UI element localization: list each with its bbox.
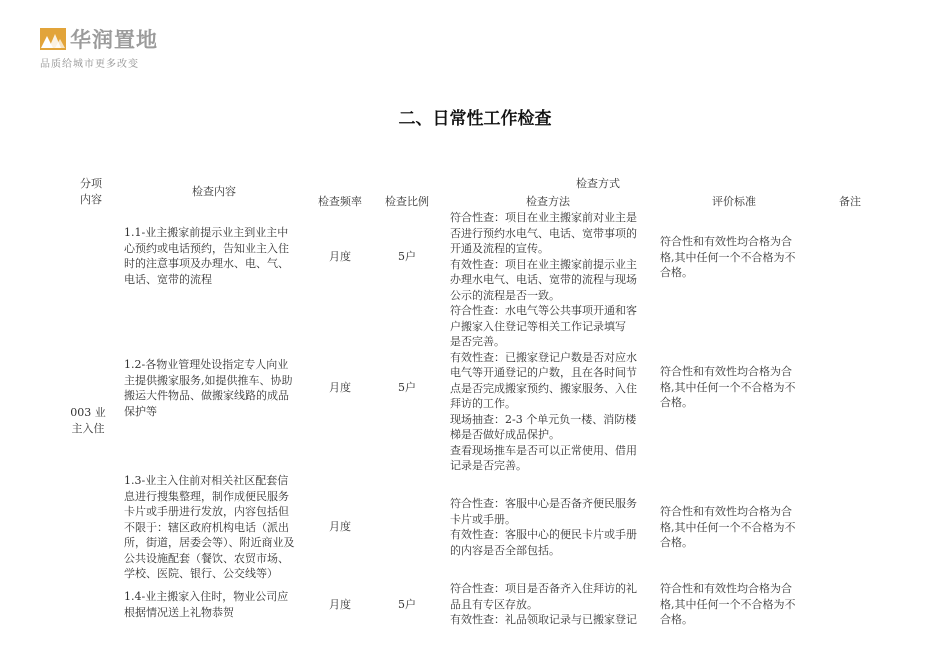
- row-4-frequency: 月度: [329, 598, 351, 611]
- row-4-criteria: 符合性和有效性均合格为合 格,其中任何一个不合格为不 合格。: [660, 582, 796, 626]
- row-4-content: 1.4-业主搬家入住时，物业公司应 根据情况送上礼物恭贺: [124, 590, 289, 619]
- header-criteria: 评价标准: [712, 195, 756, 208]
- row-4-ratio: 5户: [398, 598, 416, 611]
- row-2-method: 符合性查：水电气等公共事项开通和客 户搬家入住登记等相关工作记录填写 是否完善。 有效性查：已搬家登记户数是否对应水 电气等开通登记的户数，且在各时间节 点是否完成搬家预约、搬家服务、入住 拜访的工作。 现场抽查：2-3 个单元负一楼、消防楼 梯是否做好成品保护。 查看现场推车是否可以正常使用、借用 记录是否完善。: [450, 304, 637, 472]
- row-2-content: 1.2-各物业管理处设指定专人向业 主提供搬家服务,如提供推车、协助 搬运大件物品、做搬家线路的成品 保护等: [124, 358, 293, 418]
- row-3-criteria: 符合性和有效性均合格为合 格,其中任何一个不合格为不 合格。: [660, 505, 796, 549]
- company-logo: [40, 24, 164, 70]
- logo-name: 华润置地: [70, 28, 158, 52]
- row-3-frequency: 月度: [329, 520, 351, 533]
- header-method-group: 检查方式: [576, 177, 620, 190]
- header-item: 分项 内容: [80, 177, 102, 206]
- logo-mark-icon: [40, 28, 66, 50]
- row-3-method: 符合性查：客服中心是否备齐便民服务 卡片或手册。 有效性查：客服中心的便民卡片或手册 的内容是否全部包括。: [450, 497, 637, 557]
- row-2-frequency: 月度: [329, 381, 351, 394]
- row-1-method: 符合性查：项目在业主搬家前对业主是 否进行预约水电气、电话、宽带事项的 开通及流程的宣传。 有效性查：项目在业主搬家前提示业主 办理水电气、电话、宽带的流程与现场 公示的流程是否一致。: [450, 211, 637, 302]
- row-1-content: 1.1-业主搬家前提示业主到业主中 心预约或电话预约，告知业主入住 时的注意事项及办理水、电、气、 电话、宽带的流程: [124, 226, 289, 286]
- row-2-criteria: 符合性和有效性均合格为合 格,其中任何一个不合格为不 合格。: [660, 365, 796, 409]
- header-content: 检查内容: [192, 185, 236, 198]
- header-remark: 备注: [839, 195, 861, 208]
- page-title: 二、日常性工作检查: [398, 109, 552, 129]
- logo-slogan: 品质给城市更多改变: [40, 59, 139, 70]
- row-2-ratio: 5户: [398, 381, 416, 394]
- row-3-content: 1.3-业主入住前对相关社区配套信 息进行搜集整理，制作成便民服务 卡片或手册进行发放，内容包括但 不限于：辖区政府机构电话（派出 所，街道，居委会等）、附近商业及 公共设施配套（餐饮、农贸市场、 学校、医院、银行、公交线等）: [124, 474, 295, 580]
- category-cell: 003 业 主入住: [70, 406, 106, 435]
- header-method: 检查方法: [526, 195, 570, 208]
- row-4-method: 符合性查：项目是否备齐入住拜访的礼 品且有专区存放。 有效性查：礼品领取记录与已搬家登记: [450, 582, 637, 626]
- row-1-criteria: 符合性和有效性均合格为合 格,其中任何一个不合格为不 合格。: [660, 235, 796, 279]
- row-1-ratio: 5户: [398, 250, 416, 263]
- header-ratio: 检查比例: [385, 195, 429, 208]
- row-1-frequency: 月度: [329, 250, 351, 263]
- header-frequency: 检查频率: [318, 195, 362, 208]
